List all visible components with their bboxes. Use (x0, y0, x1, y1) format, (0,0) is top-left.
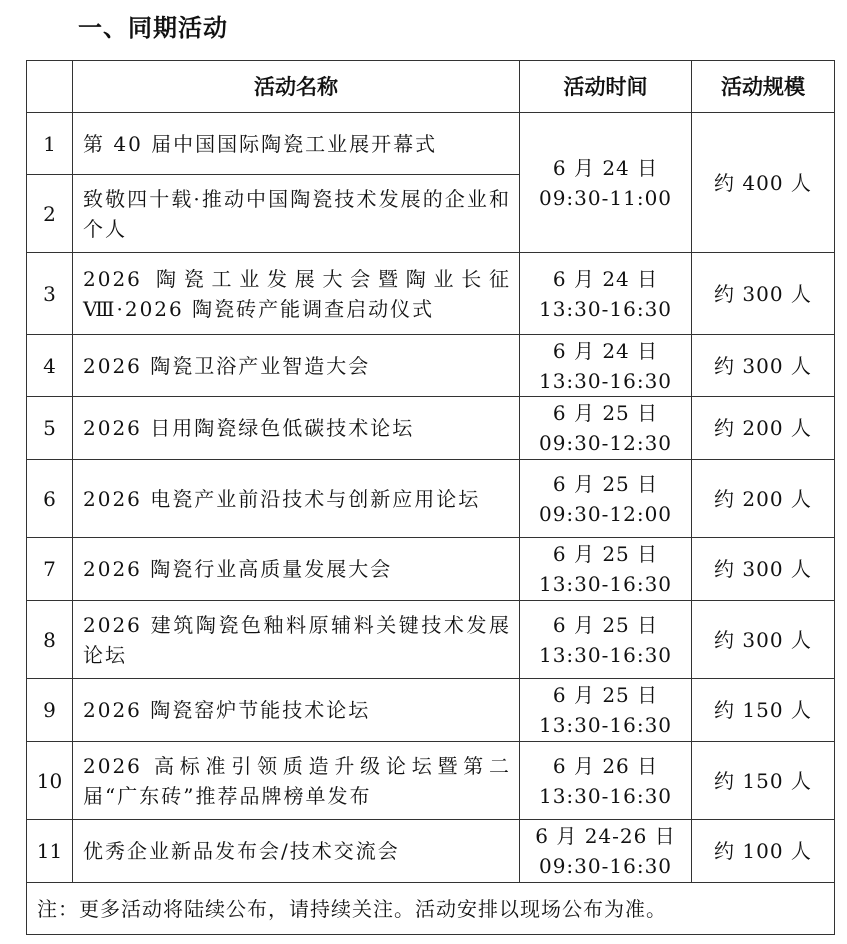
table-row (27, 335, 835, 397)
row-time: 6 月 25 日 09:30-12:00 (520, 460, 692, 538)
row-index: 9 (27, 679, 73, 742)
row-time: 6 月 25 日 13:30-16:30 (520, 538, 692, 601)
row-name: 致敬四十载·推动中国陶瓷技术发展的企业和个人 (73, 175, 520, 253)
table-row (27, 679, 835, 742)
row-scale: 约 200 人 (692, 460, 835, 538)
row-name: 2026 陶瓷窑炉节能技术论坛 (73, 679, 520, 742)
row-scale: 约 300 人 (692, 538, 835, 601)
row-time: 6 月 24 日 09:30-11:00 (520, 113, 692, 253)
row-index: 11 (27, 820, 73, 883)
row-index: 1 (27, 113, 73, 175)
row-name: 2026 日用陶瓷绿色低碳技术论坛 (73, 397, 520, 460)
row-name: 优秀企业新品发布会/技术交流会 (73, 820, 520, 883)
row-scale: 约 400 人 (692, 113, 835, 253)
row-name: 2026 陶瓷卫浴产业智造大会 (73, 335, 520, 397)
table-row (27, 113, 835, 175)
table-row (27, 742, 835, 820)
row-name: 2026 建筑陶瓷色釉料原辅料关键技术发展论坛 (73, 601, 520, 679)
table-row (27, 253, 835, 335)
row-scale: 约 100 人 (692, 820, 835, 883)
row-scale: 约 200 人 (692, 397, 835, 460)
row-time: 6 月 25 日 09:30-12:30 (520, 397, 692, 460)
row-scale: 约 150 人 (692, 679, 835, 742)
row-scale: 约 300 人 (692, 335, 835, 397)
header-index (27, 61, 73, 113)
row-index: 8 (27, 601, 73, 679)
row-name: 第 40 届中国国际陶瓷工业展开幕式 (73, 113, 520, 175)
row-index: 3 (27, 253, 73, 335)
row-scale: 约 300 人 (692, 601, 835, 679)
row-name: 2026 陶瓷行业高质量发展大会 (73, 538, 520, 601)
header-scale: 活动规模 (692, 61, 835, 113)
table-row (27, 820, 835, 883)
row-time: 6 月 26 日 13:30-16:30 (520, 742, 692, 820)
row-index: 10 (27, 742, 73, 820)
table-row (27, 397, 835, 460)
activity-table (26, 60, 835, 935)
row-name: 2026 电瓷产业前沿技术与创新应用论坛 (73, 460, 520, 538)
row-index: 7 (27, 538, 73, 601)
row-scale: 约 300 人 (692, 253, 835, 335)
row-name: 2026 高标准引领质造升级论坛暨第二届“广东砖”推荐品牌榜单发布 (73, 742, 520, 820)
row-index: 2 (27, 175, 73, 253)
section-title: 一、同期活动 (78, 14, 228, 42)
table-row (27, 601, 835, 679)
row-scale: 约 150 人 (692, 742, 835, 820)
row-index: 5 (27, 397, 73, 460)
table-row (27, 460, 835, 538)
row-time: 6 月 24 日 13:30-16:30 (520, 335, 692, 397)
table-row (27, 538, 835, 601)
row-time: 6 月 25 日 13:30-16:30 (520, 679, 692, 742)
footnote: 注：更多活动将陆续公布，请持续关注。活动安排以现场公布为准。 (27, 883, 835, 935)
row-time: 6 月 24 日 13:30-16:30 (520, 253, 692, 335)
header-name: 活动名称 (73, 61, 520, 113)
row-index: 4 (27, 335, 73, 397)
table-note-row (27, 883, 835, 935)
row-index: 6 (27, 460, 73, 538)
row-time: 6 月 24-26 日 09:30-16:30 (520, 820, 692, 883)
table-header-row (27, 61, 835, 113)
header-time: 活动时间 (520, 61, 692, 113)
row-name: 2026 陶瓷工业发展大会暨陶业长征Ⅷ·2026 陶瓷砖产能调查启动仪式 (73, 253, 520, 335)
row-time: 6 月 25 日 13:30-16:30 (520, 601, 692, 679)
